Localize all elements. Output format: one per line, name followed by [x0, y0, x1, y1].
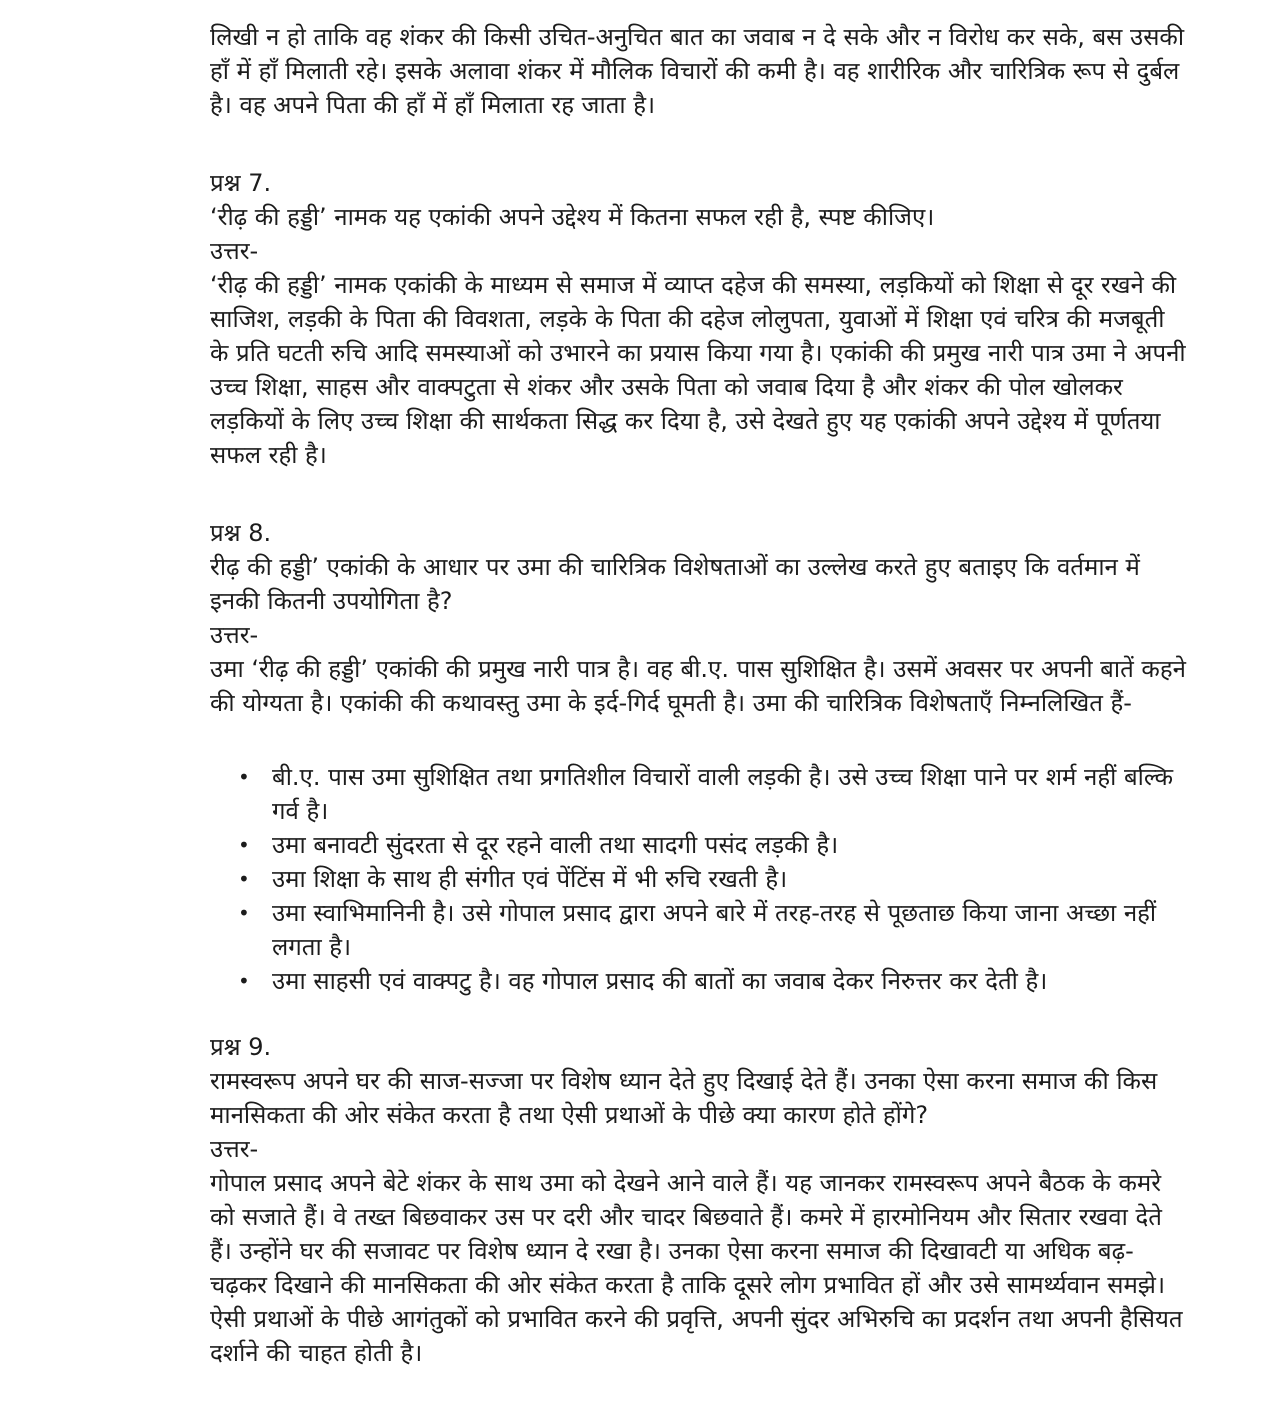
- question-8-answer-label: उत्तर-: [210, 621, 259, 649]
- question-7-label: प्रश्न 7.: [210, 169, 272, 197]
- bullet-icon: •: [238, 901, 250, 925]
- list-item: [210, 964, 1187, 998]
- bullet-icon: •: [238, 765, 250, 789]
- question-7-block: [210, 166, 1187, 472]
- bullet-icon: •: [238, 867, 250, 891]
- intro-paragraph: लिखी न हो ताकि वह शंकर की किसी उचित-अनुचित बात का जवाब न दे सके और न विरोध कर सके, बस उसकी हाँ में हाँ मिलाती रहे। इसके अलावा शंकर में मौलिक विचारों की कमी है। वह शारीरिक और चारित्रिक रूप से दुर्बल है। वह अपने पिता की हाँ में हाँ मिलाता रह जाता है।: [210, 23, 1185, 119]
- question-9-block: [210, 1030, 1187, 1370]
- list-item-text: उमा शिक्षा के साथ ही संगीत एवं पेंटिंस में भी रुचि रखती है।: [272, 865, 788, 893]
- question-7-answer: ‘रीढ़ की हड्डी’ नामक एकांकी के माध्यम से समाज में व्याप्त दहेज की समस्या, लड़कियों को शिक्षा से दूर रखने की साजिश, लड़की के पिता की विवशता, लड़के के पिता की दहेज लोलुपता, युवाओं में शिक्षा एवं चरित्र की मजबूती के प्रति घटती रुचि आदि समस्याओं को उभारने का प्रयास किया गया है। एकांकी की प्रमुख नारी पात्र उमा ने अपनी उच्च शिक्षा, साहस और वाक्पटुता से शंकर और उसके पिता को जवाब दिया है और शंकर की पोल खोलकर लड़कियों के लिए उच्च शिक्षा की सार्थकता सिद्ध कर दिया है, उसे देखते हुए यह एकांकी अपने उद्देश्य में पूर्णतया सफल रही है।: [210, 271, 1186, 469]
- question-9-text: रामस्वरूप अपने घर की साज-सज्जा पर विशेष ध्यान देते हुए दिखाई देते हैं। उनका ऐसा करना समाज की किस मानसिकता की ओर संकेत करता है तथा ऐसी प्रथाओं के पीछे क्या कारण होते होंगे?: [210, 1067, 1158, 1129]
- question-7-answer-label: उत्तर-: [210, 237, 259, 265]
- question-8-label: प्रश्न 8.: [210, 519, 272, 547]
- list-item: [210, 862, 1187, 896]
- bullet-icon: •: [238, 833, 250, 857]
- bullet-icon: •: [238, 969, 250, 993]
- list-item-text: बी.ए. पास उमा सुशिक्षित तथा प्रगतिशील विचारों वाली लड़की है। उसे उच्च शिक्षा पाने पर शर्म नहीं बल्कि गर्व है।: [272, 763, 1174, 825]
- list-item-text: उमा बनावटी सुंदरता से दूर रहने वाली तथा सादगी पसंद लड़की है।: [272, 831, 839, 859]
- question-8-block: [210, 516, 1187, 998]
- question-8-text: रीढ़ की हड्डी’ एकांकी के आधार पर उमा की चारित्रिक विशेषताओं का उल्लेख करते हुए बताइए कि वर्तमान में इनकी कितनी उपयोगिता है?: [210, 553, 1140, 615]
- list-item-text: उमा साहसी एवं वाक्पटु है। वह गोपाल प्रसाद की बातों का जवाब देकर निरुत्तर कर देती है।: [272, 967, 1048, 995]
- list-item: [210, 828, 1187, 862]
- list-item-text: उमा स्वाभिमानिनी है। उसे गोपाल प्रसाद द्वारा अपने बारे में तरह-तरह से पूछताछ किया जाना अच्छा नहीं लगता है।: [272, 899, 1157, 961]
- question-9-answer: गोपाल प्रसाद अपने बेटे शंकर के साथ उमा को देखने आने वाले हैं। यह जानकर रामस्वरूप अपने बैठक के कमरे को सजाते हैं। वे तख्त बिछवाकर उस पर दरी और चादर बिछवाते हैं। कमरे में हारमोनियम और सितार रखवा देते हैं। उन्होंने घर की सजावट पर विशेष ध्यान दे रखा है। उनका ऐसा करना समाज की दिखावटी या अधिक बढ़-चढ़कर दिखाने की मानसिकता की ओर संकेत करता है ताकि दूसरे लोग प्रभावित हों और उसे सामर्थ्यवान समझे। ऐसी प्रथाओं के पीछे आगंतुकों को प्रभावित करने की प्रवृत्ति, अपनी सुंदर अभिरुचि का प्रदर्शन तथा अपनी हैसियत दर्शाने की चाहत होती है।: [210, 1169, 1183, 1367]
- list-item: [210, 896, 1187, 964]
- uma-traits-list: [210, 760, 1187, 998]
- question-7-text: ‘रीढ़ की हड्डी’ नामक यह एकांकी अपने उद्देश्य में कितना सफल रही है, स्पष्ट कीजिए।: [210, 203, 935, 231]
- question-9-label: प्रश्न 9.: [210, 1033, 272, 1061]
- question-9-answer-label: उत्तर-: [210, 1135, 259, 1163]
- question-8-answer: उमा ‘रीढ़ की हड्डी’ एकांकी की प्रमुख नारी पात्र है। वह बी.ए. पास सुशिक्षित है। उसमें अवसर पर अपनी बातें कहने की योग्यता है। एकांकी की कथावस्तु उमा के इर्द-गिर्द घूमती है। उमा की चारित्रिक विशेषताएँ निम्नलिखित हैं-: [210, 655, 1186, 717]
- list-item: [210, 760, 1187, 828]
